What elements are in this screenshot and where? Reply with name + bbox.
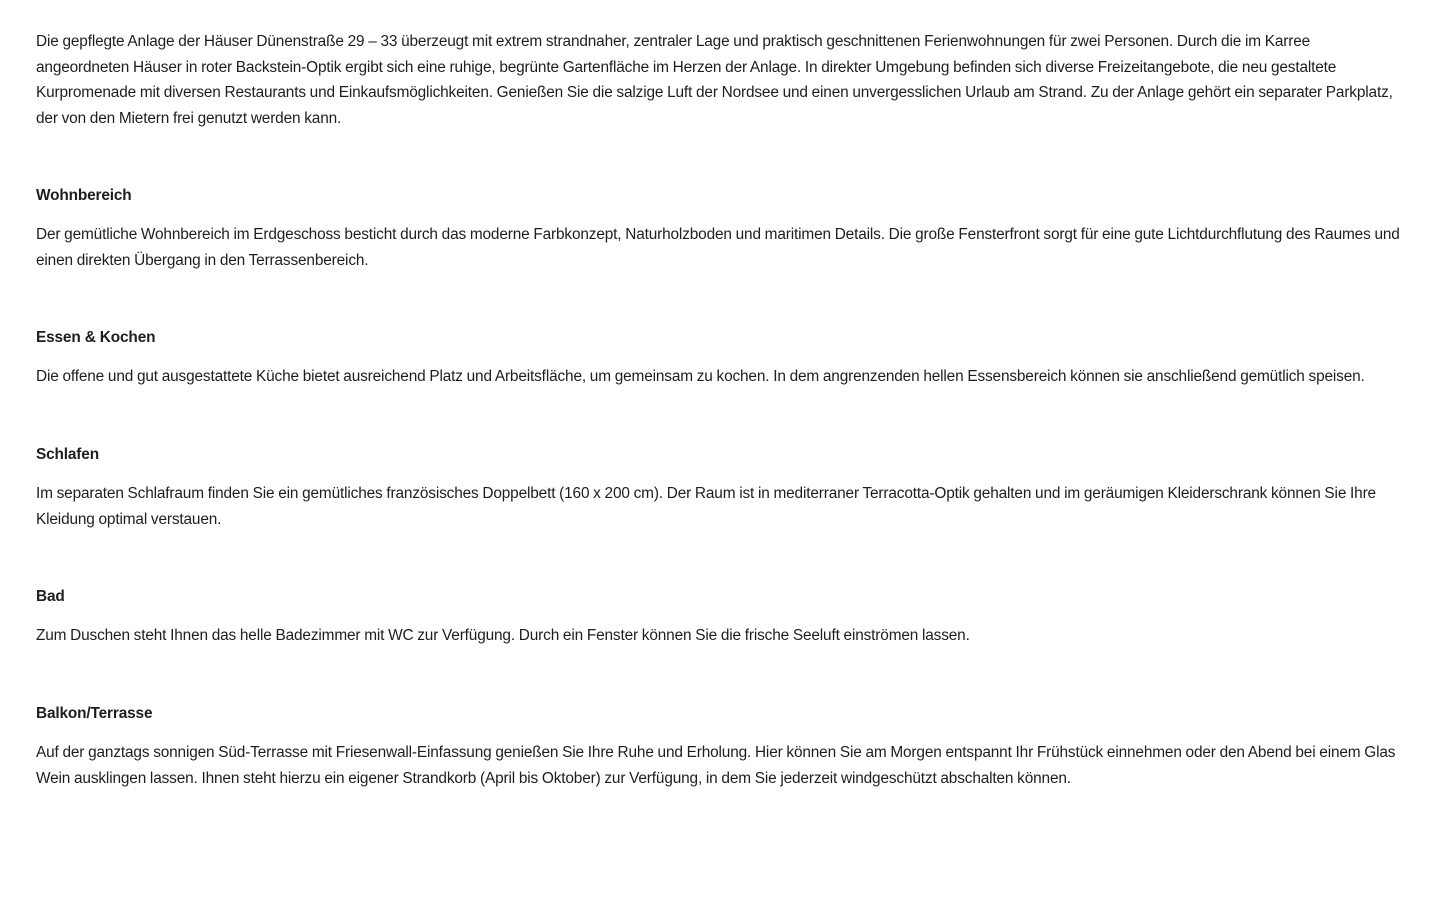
section-balkon-terrasse xyxy=(36,703,1404,791)
section-text: Der gemütliche Wohnbereich im Erdgeschoss besticht durch das moderne Farbkonzept, Naturholzboden und maritimen Details. Die große Fensterfront sorgt für eine gute Lichtdurchflutung des Raumes und einen direkten Übergang in den Terrassenbereich. xyxy=(36,225,1400,269)
section-title: Balkon/Terrasse xyxy=(36,705,153,723)
section-text: Die offene und gut ausgestattete Küche bietet ausreichend Platz und Arbeitsfläche, um gemeinsam zu kochen. In dem angrenzenden hellen Essensbereich können sie anschließend gemütlich speisen. xyxy=(36,368,1365,386)
intro-paragraph: Die gepflegte Anlage der Häuser Dünenstraße 29 – 33 überzeugt mit extrem strandnaher, zentraler Lage und praktisch geschnittenen Ferienwohnungen für zwei Personen. Durch die im Karree angeordneten Häuser in roter Backstein-Optik ergibt sich eine ruhige, begrünte Gartenfläche im Herzen der Anlage. In direkter Umgebung befinden sich diverse Freizeitangebote, die neu gestaltete Kurpromenade mit diversen Restaurants und Einkaufsmöglichkeiten. Genießen Sie die salzige Luft der Nordsee und einen unvergesslichen Urlaub am Strand. Zu der Anlage gehört ein separater Parkplatz, der von den Mietern frei genutzt werden kann. xyxy=(36,33,1393,128)
section-title: Bad xyxy=(36,588,65,606)
section-bad xyxy=(36,586,1404,649)
section-essen-kochen xyxy=(36,327,1404,390)
section-wohnbereich xyxy=(36,185,1404,273)
section-title: Schlafen xyxy=(36,445,99,463)
section-title: Essen & Kochen xyxy=(36,329,156,347)
section-text: Im separaten Schlafraum finden Sie ein gemütliches französisches Doppelbett (160 x 200 cm). Der Raum ist in mediterraner Terracotta-Optik gehalten und im geräumigen Kleiderschrank können Sie Ihre Kleidung optimal verstauen. xyxy=(36,484,1376,528)
section-text: Zum Duschen steht Ihnen das helle Badezimmer mit WC zur Verfügung. Durch ein Fenster können Sie die frische Seeluft einströmen lassen. xyxy=(36,627,970,645)
section-title: Wohnbereich xyxy=(36,186,132,204)
section-text: Auf der ganztags sonnigen Süd-Terrasse mit Friesenwall-Einfassung genießen Sie Ihre Ruhe und Erholung. Hier können Sie am Morgen entspannt Ihr Frühstück einnehmen oder den Abend bei einem Glas Wein ausklingen lassen. Ihnen steht hierzu ein eigener Strandkorb (April bis Oktober) zur Verfügung, in dem Sie jederzeit windgeschützt abschalten können. xyxy=(36,744,1396,787)
section-schlafen xyxy=(36,444,1404,532)
